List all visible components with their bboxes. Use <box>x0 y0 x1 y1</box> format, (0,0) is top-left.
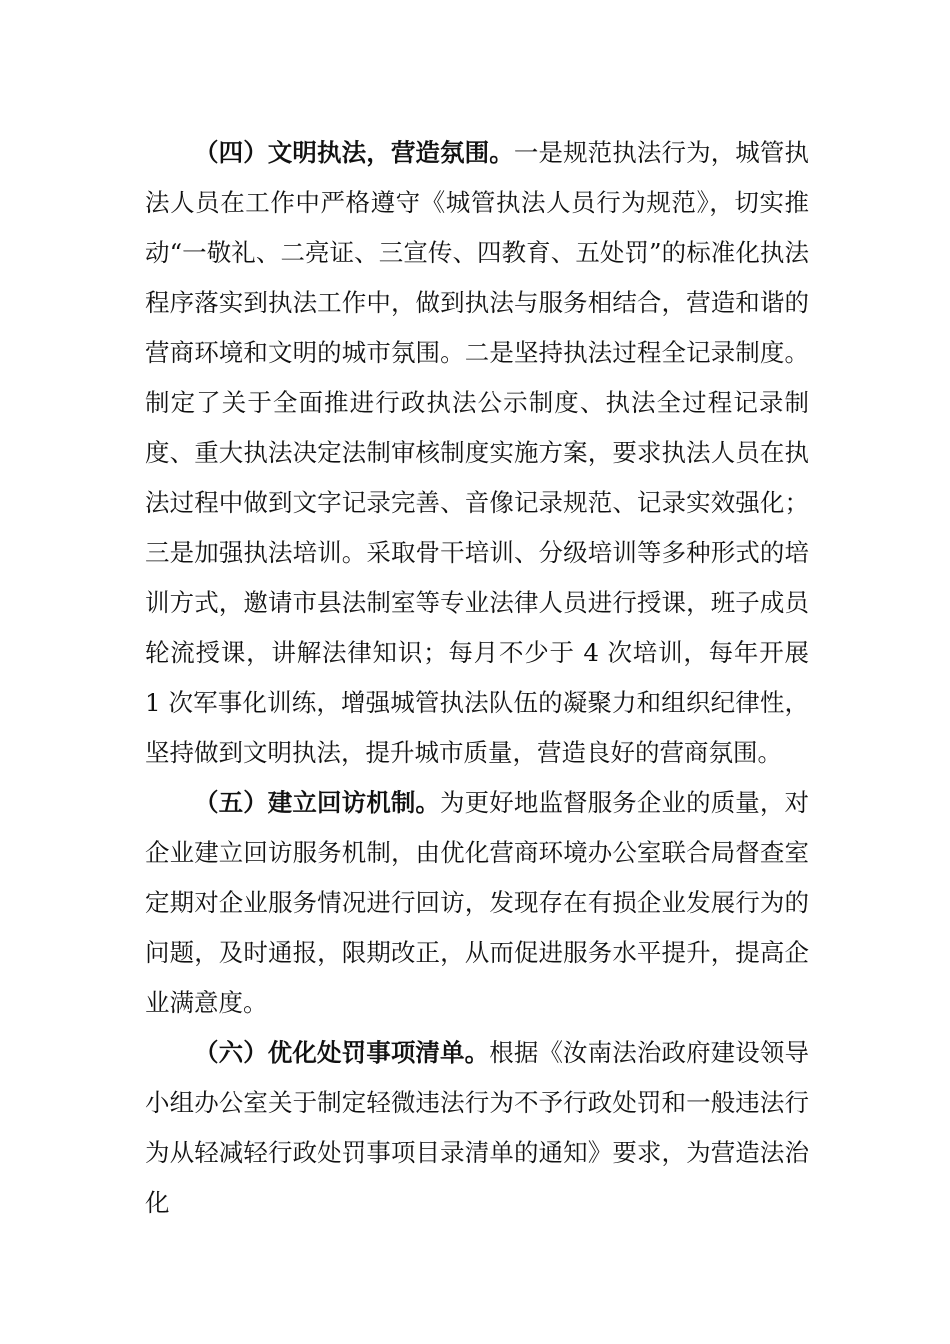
paragraph-5-text: 为更好地监督服务企业的质量，对企业建立回访服务机制，由优化营商环境办公室联合局督查室定期对企业服务情况进行回访，发现存在有损企业发展行为的问题，及时通报，限期改正，从而促进服务水平提升，提高企业满意度。 <box>145 788 810 1017</box>
paragraph-4-heading: （四）文明执法，营造氛围。 <box>194 138 514 167</box>
paragraph-4-text: 一是规范执法行为，城管执法人员在工作中严格遵守《城管执法人员行为规范》，切实推动“一敬礼、二亮证、三宣传、四教育、五处罚”的标准化执法程序落实到执法工作中，做到执法与服务相结合，营造和谐的营商环境和文明的城市氛围。二是坚持执法过程全记录制度。制定了关于全面推进行政执法公示制度、执法全过程记录制度、重大执法决定法制审核制度实施方案，要求执法人员在执法过程中做到文字记录完善、音像记录规范、记录实效强化；三是加强执法培训。采取骨干培训、分级培训等多种形式的培训方式，邀请市县法制室等专业法律人员进行授课，班子成员轮流授课，讲解法律知识；每月不少于 4 次培训，每年开展 1 次军事化训练，增强城管执法队伍的凝聚力和组织纪律性，坚持做到文明执法，提升城市质量，营造良好的营商氛围。 <box>145 138 810 767</box>
paragraph-4 <box>145 128 809 778</box>
document-body <box>145 128 809 1228</box>
paragraph-6 <box>145 1028 809 1228</box>
paragraph-6-heading: （六）优化处罚事项清单。 <box>194 1038 490 1067</box>
paragraph-5 <box>145 778 809 1028</box>
paragraph-6-text: 根据《汝南法治政府建设领导小组办公室关于制定轻微违法行为不予行政处罚和一般违法行为从轻减轻行政处罚事项目录清单的通知》要求，为营造法治化 <box>145 1038 809 1217</box>
paragraph-5-heading: （五）建立回访机制。 <box>194 788 441 817</box>
